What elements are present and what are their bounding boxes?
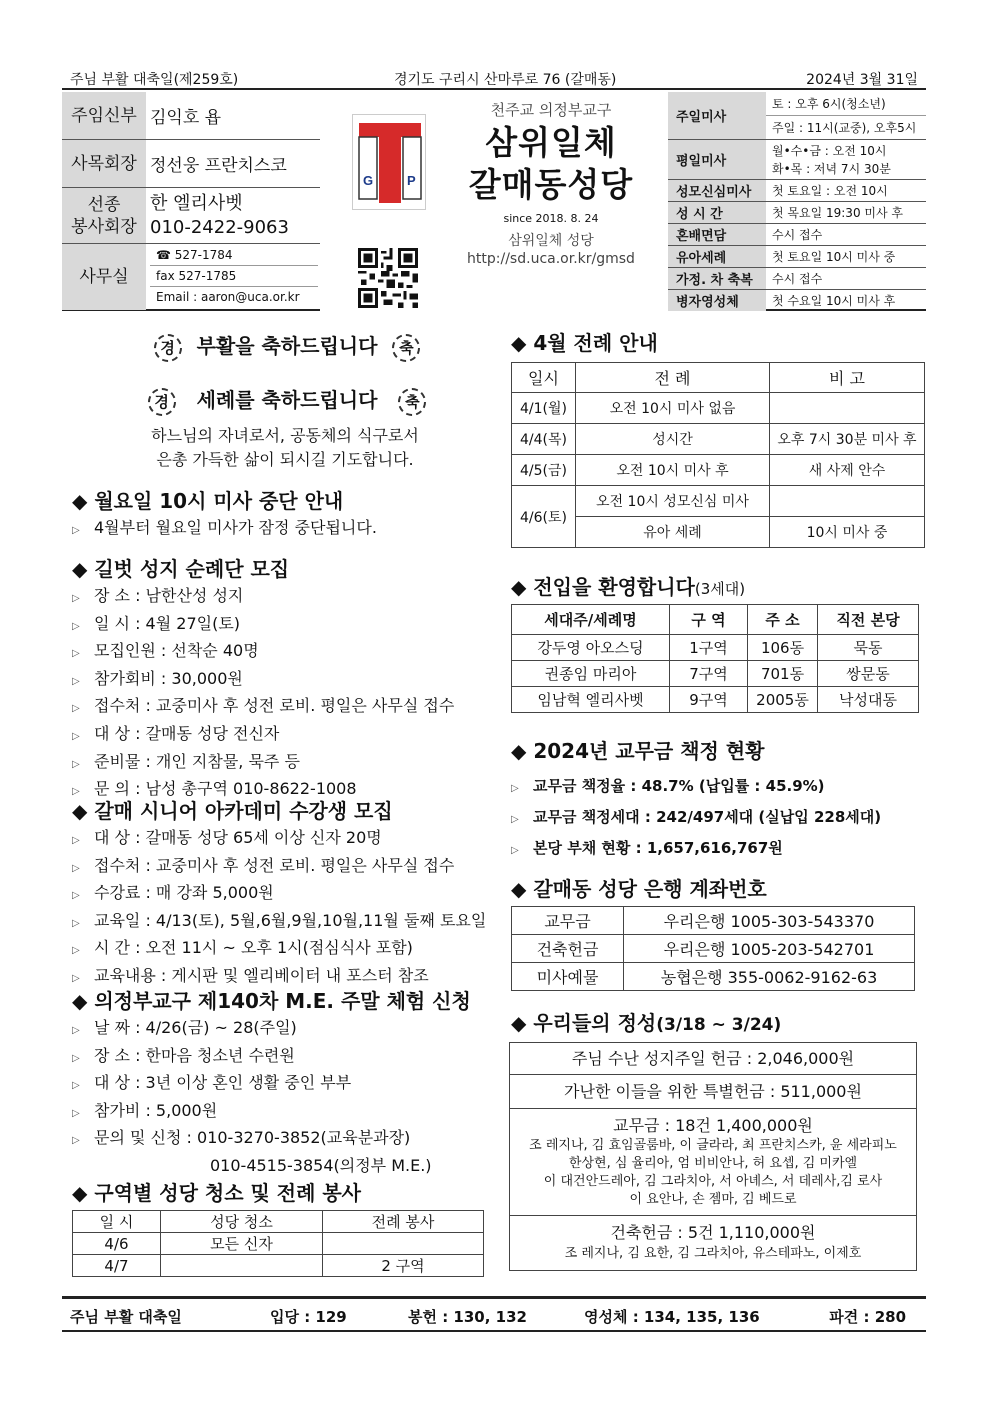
table-cell: 2 구역 [323,1255,484,1277]
building-block [510,1216,916,1270]
congrats-badge-icon: 경 [148,388,176,416]
table-row [512,935,915,963]
building-total: 건축헌금 : 5건 1,110,000원 [610,1223,816,1242]
list-item: ▷ 본당 부채 현황 : 1,657,616,767원 [511,834,925,865]
list-item: ▷ 4월부터 월요일 미사가 잠정 중단됩니다. [72,516,497,544]
list-item: ▷ 접수처 : 교중미사 후 성전 로비. 평일은 사무실 접수 [72,854,502,882]
list-item: ▷ 접수처 : 교중미사 후 성전 로비. 평일은 사무실 접수 [72,694,502,722]
table-row [512,963,915,991]
table-row [512,455,925,486]
issue-date: 2024년 3월 31일 [806,72,918,88]
office-tel: ☎ 527-1784 [150,245,318,266]
weekday-mass-2: 화•목 : 저녁 7시 30분 [772,162,891,176]
table-cell [161,1255,323,1277]
communion-hymn: 영성체 : 134, 135, 136 [584,1308,760,1326]
parish-logo-mark [353,115,427,211]
bullet-icon: ▷ [72,525,80,536]
mission-phone: 010-2422-9063 [150,216,289,238]
table-row [512,393,925,424]
list-item: ▷ 대 상 : 3년 이상 혼인 생활 중인 부부 [72,1071,502,1099]
table-cell: 새 사제 안수 [770,455,925,486]
table-cell: 성시간 [576,424,770,455]
list-item: ▷ 대 상 : 갈매동 성당 65세 이상 신자 20명 [72,826,502,854]
pastor-value: 김익호 욥 [150,108,222,128]
table-cell: 우리은행 1005-203-542701 [624,935,915,963]
office-email: Email : aaron@uca.or.kr [156,290,300,304]
newcomers-table [511,604,919,713]
congrats-badge-icon: 경 [154,334,182,362]
section-title: ◆ 갈매동 성당 은행 계좌번호 [511,877,767,901]
table-cell: 4/6 [73,1233,161,1255]
table-cell: 2005동 [748,687,818,713]
list-item: ▷ 문 의 : 남성 총구역 010-8622-1008 [72,777,502,805]
table-row [512,687,919,713]
building-names: 조 레지나, 김 요한, 김 그라치아, 유스테파노, 이제호 [564,1246,862,1261]
parish-logo [352,114,426,210]
easter-greeting [132,330,442,364]
mass-item-row [668,290,926,311]
tithe-total: 교무금 : 18건 1,400,000원 [613,1116,813,1135]
section-me-weekend [72,986,502,1179]
table-cell: 106동 [748,635,818,661]
issue-number: 주님 부활 대축일(제259호) [70,72,239,88]
bullet-icon: ▷ [72,620,80,632]
section-title: ◆ 구역별 성당 청소 및 전례 봉사 [72,1181,361,1205]
table-cell [770,393,925,424]
mass-item-row [668,224,926,246]
diocese-name: 천주교 의정부교구 [490,101,612,119]
table-cell: 교무금 [512,907,624,935]
entrance-hymn: 입당 : 129 [270,1308,347,1326]
bullet-icon: ▷ [72,917,80,929]
dismissal-hymn: 파견 : 280 [829,1308,906,1326]
parish-name-2: 갈매동성당 [468,165,634,204]
table-row [512,635,919,661]
list-item: ▷ 모집인원 : 선착순 40명 [72,639,502,667]
section-subtitle: (3세대) [694,580,746,598]
table-cell: 9구역 [670,687,748,713]
mission-row [62,188,320,244]
table-row [73,1233,484,1255]
list-item: ▷ 일 시 : 4월 27일(토) [72,612,502,640]
section-pilgrimage [72,554,502,805]
list-item: ▷ 장 소 : 남한산성 성지 [72,584,502,612]
pastor-row [62,92,320,140]
liturgy-table [511,362,925,548]
mass-item-value: 첫 수요일 10시 미사 후 [772,294,896,308]
bullet-icon: ▷ [72,890,80,902]
offering-line: 주님 수난 성지주일 헌금 : 2,046,000원 [510,1043,916,1075]
section-cleaning-duty [72,1178,484,1277]
list-item: ▷ 교육일 : 4/13(토), 5월,6월,9월,10월,11월 둘째 토요일 [72,909,502,937]
qr-code-icon [358,248,418,308]
tithe-names: 한상현, 심 율리아, 엄 비비안나, 허 요셉, 김 미카엘 [568,1156,858,1171]
mission-label-1: 선종 [87,194,121,215]
section-title: ◆ 길벗 성지 순례단 모집 [72,557,290,581]
table-header: 전례 봉사 [323,1211,484,1233]
mass-item-label: 병자영성체 [668,290,766,311]
masthead [440,98,662,268]
list-item: ▷ 문의 및 신청 : 010-3270-3852(교육분과장) [72,1126,502,1154]
table-row [512,661,919,687]
list-item: ▷ 교육내용 : 게시판 및 엘리베이터 내 포스터 참조 [72,964,502,992]
mission-label [62,188,146,243]
office-fax: fax 527-1785 [150,266,318,287]
mass-item-label: 혼배면담 [668,224,766,245]
section-monday-mass [72,486,497,544]
logo-letter-g: G [363,173,374,188]
office-label: 사무실 [62,244,146,310]
section-title: ◆ 4월 전례 안내 [511,331,658,355]
table-cell: 4/5(금) [512,455,576,486]
list-item: ▷ 참가비 : 5,000원 [72,1099,502,1127]
tithe-block [510,1109,916,1216]
bullet-icon: ▷ [72,1052,80,1064]
table-cell: 4/7 [73,1255,161,1277]
offertory-hymn: 봉헌 : 130, 132 [408,1308,527,1326]
bullet-icon: ▷ [72,945,80,957]
table-cell: 4/4(목) [512,424,576,455]
mass-item-label: 가정. 차 축복 [668,268,766,289]
table-cell: 낙성대동 [818,687,919,713]
logo-letter-p: P [407,173,416,188]
bullet-icon: ▷ [72,786,80,798]
mass-item-label: 성모신심미사 [668,180,766,201]
weekday-mass-row [668,140,926,180]
baptism-title: 세례를 축하드립니다 [196,388,378,412]
mission-value [150,188,320,243]
table-cell: 오전 10시 성모신심 미사 [576,486,770,517]
table-cell: 4/1(월) [512,393,576,424]
table-header: 주 소 [748,605,818,635]
list-item: ▷ 준비물 : 개인 지참물, 묵주 등 [72,750,502,778]
sunday-mass-row [668,92,926,140]
section-title: ◆ 의정부교구 제140차 M.E. 주말 체험 신청 [72,989,471,1013]
bullet-icon: ▷ [72,758,80,770]
table-cell: 오후 7시 30분 미사 후 [770,424,925,455]
list-item: ▷ 날 짜 : 4/26(금) ~ 28(주일) [72,1016,502,1044]
qr-code[interactable] [358,248,418,308]
list-item: ▷ 대 상 : 갈매동 성당 전신자 [72,722,502,750]
table-cell: 701동 [748,661,818,687]
blessing-text [120,424,450,472]
table-cell: 오전 10시 미사 후 [576,455,770,486]
table-cell [323,1233,484,1255]
bank-table [511,906,915,991]
section-title-row [511,572,919,602]
list-item: ▷ 교무금 책정율 : 48.7% (납입률 : 45.9%) [511,772,925,803]
parish-name-1: 삼위일체 [485,123,617,162]
bullet-icon: ▷ [72,593,80,604]
tithe-names: 조 레지나, 김 효임골룸바, 이 글라라, 최 프란치스카, 윤 세라피노 [529,1138,897,1153]
table-cell: 강두영 아오스딩 [512,635,670,661]
table-header-row [512,363,925,393]
issue-bar [62,66,926,90]
table-cell: 1구역 [670,635,748,661]
section-april-liturgy [511,328,925,548]
bullet-icon: ▷ [72,835,80,846]
table-header: 전 례 [576,363,770,393]
table-cell: 유아 세례 [576,517,770,548]
mass-item-value: 첫 목요일 19:30 미사 후 [772,206,903,220]
table-header: 일시 [512,363,576,393]
table-cell: 묵동 [818,635,919,661]
mass-schedule [668,92,926,311]
section-tithe-status [511,736,925,865]
mass-item-row [668,180,926,202]
mass-item-row [668,246,926,268]
table-cell: 쌍문동 [818,661,919,687]
sunday-mass-sat: 토 : 오후 6시(청소년) [766,92,926,116]
list-item: ▷ 장 소 : 한마음 청소년 수련원 [72,1044,502,1072]
table-row [512,486,925,517]
list-item-continued: 010-4515-3854(의정부 M.E.) [210,1155,432,1175]
mass-item-value: 수시 접수 [772,272,823,286]
mass-item-value: 첫 토요일 : 오전 10시 [772,184,888,198]
mass-item-label: 성 시 간 [668,202,766,223]
table-cell: 미사예물 [512,963,624,991]
offering-line: 가난한 이들을 위한 특별헌금 : 511,000원 [510,1075,916,1109]
section-title-row [511,1008,919,1038]
staff-panel [62,92,320,311]
table-cell: 4/6(토) [512,486,576,548]
offering-box [509,1042,917,1271]
table-header: 일 시 [73,1211,161,1233]
bullet-icon: ▷ [72,703,80,715]
sunday-mass-sun: 주일 : 11시(교중), 오후5시 [772,121,917,135]
pastor-label: 주임신부 [62,92,146,139]
blessing-line: 하느님의 자녀로서, 공동체의 식구로서 [151,426,419,445]
bullet-icon: ▷ [72,648,80,660]
church-address: 경기도 구리시 산마루로 76 (갈매동) [394,72,617,88]
mission-label-2: 봉사회장 [71,216,137,237]
table-cell: 농협은행 355-0062-9162-63 [624,963,915,991]
feast-name: 주님 부활 대축일 [70,1308,182,1326]
bullet-icon: ▷ [72,1135,80,1147]
section-title: ◆ 월요일 10시 미사 중단 안내 [72,489,344,513]
table-header: 세대주/세례명 [512,605,670,635]
section-senior-academy [72,796,502,992]
table-cell: 10시 미사 중 [770,517,925,548]
mass-item-label: 유아세례 [668,246,766,267]
bullet-icon: ▷ [72,1025,80,1036]
mass-item-value: 수시 접수 [772,228,823,242]
table-cell: 7구역 [670,661,748,687]
tithe-names: 이 대건안드레아, 김 그라치아, 서 아녜스, 서 데레사,김 로사 [543,1174,883,1189]
table-header: 비 고 [770,363,925,393]
section-title: ◆ 갈매 시니어 아카데미 수강생 모집 [72,799,393,823]
mission-name: 한 엘리사벳 [150,192,243,214]
site-url[interactable]: http://sd.uca.or.kr/gmsd [467,251,635,267]
weekday-mass-1: 월•수•금 : 오전 10시 [772,144,887,158]
duty-table [72,1210,484,1277]
founded-date: since 2018. 8. 24 [503,212,599,225]
easter-title: 부활을 축하드립니다 [196,334,378,358]
section-bank-accounts [511,874,915,991]
table-cell: 권종임 마리아 [512,661,670,687]
tithe-names: 이 요안나, 손 젬마, 김 베드로 [629,1192,797,1207]
table-row [512,907,915,935]
table-cell: 우리은행 1005-303-543370 [624,907,915,935]
celebrate-badge-icon: 축 [398,388,426,416]
weekday-mass-label: 평일미사 [668,140,766,179]
table-header: 구 역 [670,605,748,635]
bullet-icon: ▷ [72,1107,80,1119]
mass-item-value: 첫 토요일 10시 미사 중 [772,250,896,264]
list-item: ▷ 참가회비 : 30,000원 [72,667,502,695]
bullet-icon: ▷ [72,730,80,742]
office-row [62,244,320,310]
council-value: 정선웅 프란치스코 [150,156,287,176]
table-cell: 임남혁 엘리사벳 [512,687,670,713]
celebrate-badge-icon: 축 [392,334,420,362]
mass-item-row [668,268,926,290]
table-cell [770,486,925,517]
site-name: 삼위일체 성당 [508,233,594,249]
bullet-icon: ▷ [72,1080,80,1092]
list-item: ▷ 수강료 : 매 강좌 5,000원 [72,881,502,909]
table-cell: 모든 신자 [161,1233,323,1255]
blessing-line: 은총 가득한 삶이 되시길 기도합니다. [156,450,414,469]
hymn-bar [62,1296,926,1332]
section-title: ◆ 2024년 교무금 책정 현황 [511,739,765,763]
bullet-icon: ▷ [511,845,519,856]
table-header-row [73,1211,484,1233]
council-row [62,140,320,188]
table-cell: 건축헌금 [512,935,624,963]
mass-item-row [668,202,926,224]
table-header: 성당 청소 [161,1211,323,1233]
section-newcomers [511,572,919,713]
offering-heading [511,1008,919,1038]
table-cell: 오전 10시 미사 없음 [576,393,770,424]
list-item: ▷ 교무금 책정세대 : 242/497세대 (실납입 228세대) [511,803,925,834]
table-header-row [512,605,919,635]
table-header: 직전 본당 [818,605,919,635]
sunday-mass-label: 주일미사 [668,92,766,139]
section-title: ◆ 우리들의 정성 [511,1011,657,1035]
list-item: ▷ 시 간 : 오전 11시 ~ 오후 1시(점심식사 포함) [72,936,502,964]
bullet-icon: ▷ [72,862,80,874]
table-row [73,1255,484,1277]
bullet-icon: ▷ [72,675,80,687]
bullet-icon: ▷ [511,783,519,794]
bullet-icon: ▷ [72,972,80,984]
bullet-icon: ▷ [511,814,519,825]
section-title: ◆ 전입을 환영합니다 [511,575,695,599]
baptism-greeting [132,384,442,418]
table-row [512,424,925,455]
council-label: 사목회장 [62,140,146,187]
section-period: (3/18 ~ 3/24) [656,1015,782,1035]
